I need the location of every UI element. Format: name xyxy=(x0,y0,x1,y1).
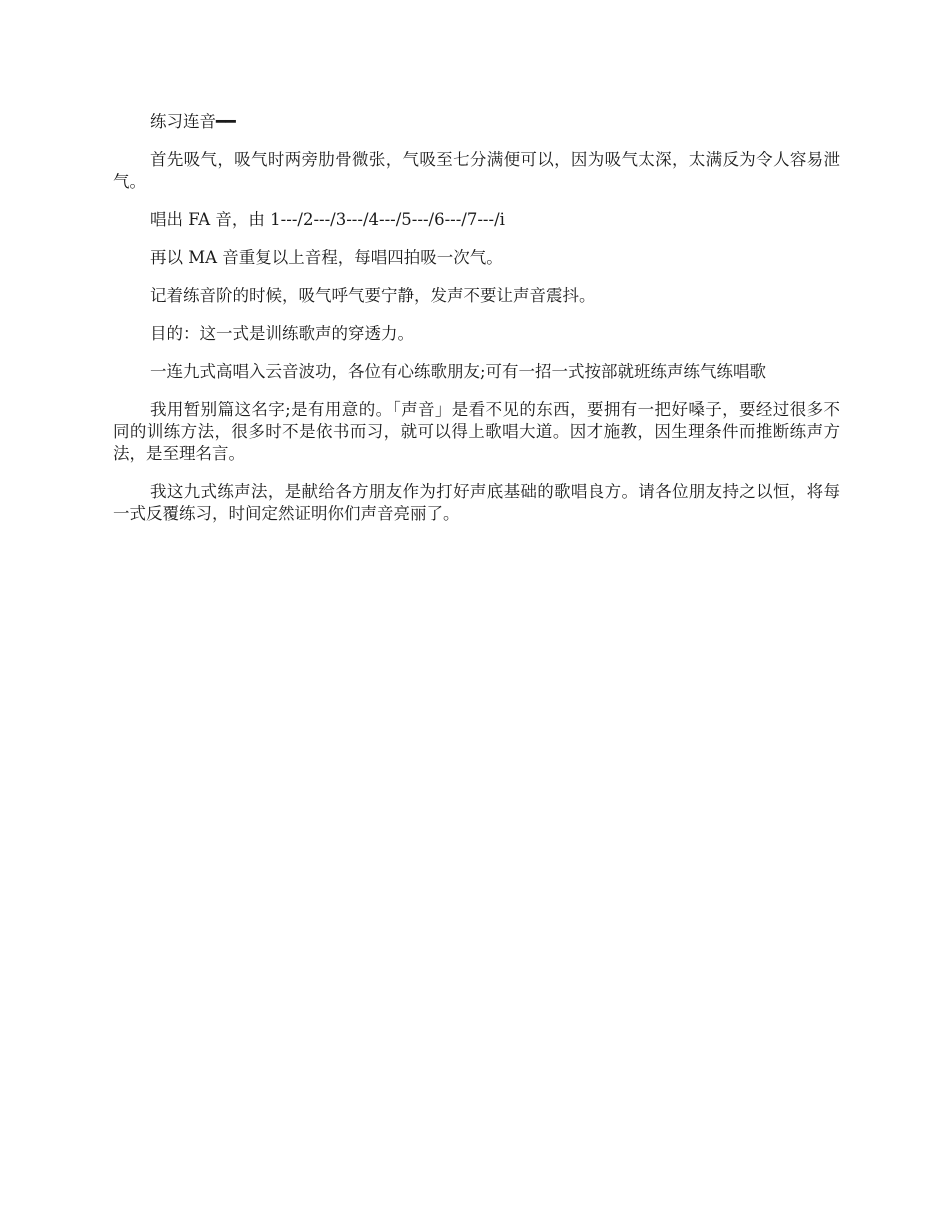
paragraph-ma-repeat: 再以 MA 音重复以上音程，每唱四拍吸一次气。 xyxy=(150,248,503,267)
paragraph-heading: 练习连音━━ xyxy=(150,112,236,131)
paragraph-inhale: 首先吸气，吸气时两旁肋骨微张，气吸至七分满便可以，因为吸气太深，太满反为令人容易泄气。 xyxy=(113,150,840,191)
paragraph-fa-scale: 唱出 FA 音，由 1---/2---/3---/4---/5---/6---/7---/i xyxy=(150,210,505,229)
paragraph-purpose: 目的：这一式是训练歌声的穿透力。 xyxy=(150,324,414,343)
paragraph-breath-calm: 记着练音阶的时候，吸气呼气要宁静，发声不要让声音震抖。 xyxy=(150,286,596,305)
document-body xyxy=(113,111,840,541)
paragraph-nine-forms: 一连九式高唱入云音波功，各位有心练歌朋友;可有一招一式按部就班练声练气练唱歌 xyxy=(150,362,767,381)
paragraph-conclusion: 我这九式练声法，是献给各方朋友作为打好声底基础的歌唱良方。请各位朋友持之以恒，将每一式反覆练习，时间定然证明你们声音亮丽了。 xyxy=(113,482,840,523)
paragraph-farewell: 我用暂别篇这名字;是有用意的。「声音」是看不见的东西，要拥有一把好嗓子，要经过很多不同的训练方法，很多时不是依书而习，就可以得上歌唱大道。因才施教，因生理条件而推断练声方法，是至理名言。 xyxy=(113,400,840,463)
